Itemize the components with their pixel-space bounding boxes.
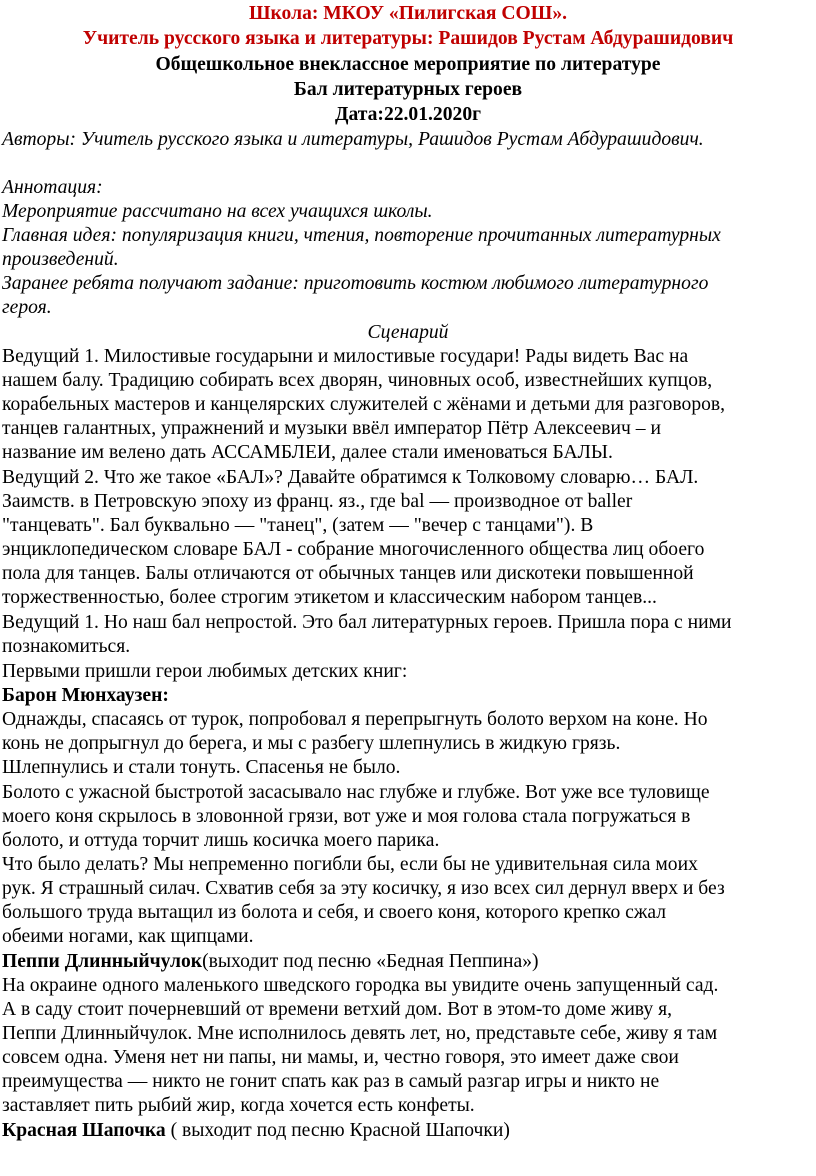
character-name-munchausen: Барон Мюнхаузен: <box>2 685 169 706</box>
annotation-label: Аннотация: <box>2 177 103 198</box>
body-line: Пеппи Длинныйчулок. Мне исполнилось девять лет, но, представьте себе, живу я там <box>2 1023 718 1044</box>
event-header: Общешкольное внеклассное мероприятие по литературе <box>155 54 661 75</box>
character-note-red-hood: ( выходит под песню Красной Шапочки) <box>165 1120 510 1141</box>
scenario-title: Сценарий <box>367 322 449 343</box>
character-heading-pippi <box>2 950 539 974</box>
body-line: На окраине одного маленького шведского городка вы увидите очень запущенный сад. <box>2 975 719 996</box>
annotation-line: Главная идея: популяризация книги, чтения, повторение прочитанных литературных <box>2 225 721 246</box>
annotation-line: произведений. <box>2 249 119 270</box>
body-line: торжественностью, более строгим этикетом и классическим набором танцев... <box>2 587 657 608</box>
body-line: Болото с ужасной быстротой засасывало нас глубже и глубже. Вот уже все туловище <box>2 782 710 803</box>
body-line: познакомиться. <box>2 636 131 657</box>
body-line: заставляет пить рыбий жир, когда хочется есть конфеты. <box>2 1095 475 1116</box>
body-line: конь не допрыгнул до берега, и мы с разбегу шлепнулись в жидкую грязь. <box>2 733 621 754</box>
event-date: Дата:22.01.2020г <box>334 104 482 125</box>
body-line: название им велено дать АССАМБЛЕИ, далее стали именоваться БАЛЫ. <box>2 442 613 463</box>
authors-line: Авторы: Учитель русского языка и литературы, Рашидов Рустам Абдурашидович. <box>2 129 704 150</box>
body-line: Ведущий 1. Но наш бал непростой. Это бал литературных героев. Пришла пора с ними <box>2 612 732 633</box>
body-line: преимущества — никто не гонит спать как раз в самый разгар игры и никто не <box>2 1071 660 1092</box>
body-line: пола для танцев. Балы отличаются от обычных танцев или дискотеки повышенной <box>2 563 694 584</box>
body-line: большого труда вытащил из болота и себя, и своего коня, которого крепко сжал <box>2 902 667 923</box>
body-line: совсем одна. Уменя нет ни папы, ни мамы, и, честно говоря, это имеет даже свои <box>2 1047 679 1068</box>
body-line: рук. Я страшный силач. Схватив себя за эту косичку, я изо всех сил дернул вверх и без <box>2 878 725 899</box>
body-line: танцев галантных, упражнений и музыки ввёл император Пётр Алексеевич – и <box>2 418 661 439</box>
teacher-header: Учитель русского языка и литературы: Рашидов Рустам Абдурашидович <box>82 28 734 49</box>
body-line: энциклопедическом словаре БАЛ - собрание многочисленного общества лиц обоего <box>2 539 705 560</box>
character-name-pippi: Пеппи Длинныйчулок <box>2 951 203 972</box>
annotation-line: Заранее ребята получают задание: приготовить костюм любимого литературного <box>2 273 709 294</box>
body-line: обеими ногами, как щипцами. <box>2 926 254 947</box>
school-header: Школа: МКОУ «Пилигская СОШ». <box>248 3 568 24</box>
annotation-line: Мероприятие рассчитано на всех учащихся школы. <box>2 201 433 222</box>
body-line: Однажды, спасаясь от турок, попробовал я перепрыгнуть болото верхом на коне. Но <box>2 709 708 730</box>
body-line: корабельных мастеров и канцелярских служителей с жёнами и детьми для разговоров, <box>2 394 726 415</box>
body-line: Шлепнулись и стали тонуть. Спасенья не было. <box>2 757 401 778</box>
annotation-line: героя. <box>2 297 52 318</box>
character-name-red-hood: Красная Шапочка <box>2 1120 166 1141</box>
character-note-pippi: (выходит под песню «Бедная Пеппина») <box>202 951 539 972</box>
body-line: А в саду стоит почерневший от времени ветхий дом. Вот в этом-то доме живу я, <box>2 999 672 1020</box>
character-heading-red-hood <box>2 1119 510 1143</box>
event-title: Бал литературных героев <box>293 79 523 100</box>
body-line: "танцевать". Бал буквально — "танец", (затем — "вечер с танцами"). В <box>2 515 594 536</box>
body-line: Первыми пришли герои любимых детских книг: <box>2 661 408 682</box>
body-line: Ведущий 1. Милостивые государыни и милостивые государи! Рады видеть Вас на <box>2 346 689 367</box>
body-line: Ведущий 2. Что же такое «БАЛ»? Давайте обратимся к Толковому словарю… БАЛ. <box>2 467 699 488</box>
body-line: моего коня скрылось в зловонной грязи, вот уже и моя голова стала погружаться в <box>2 806 691 827</box>
body-line: нашем балу. Традицию собирать всех дворян, чиновных особ, известнейших купцов, <box>2 370 713 391</box>
body-line: Заимств. в Петровскую эпоху из франц. яз., где bal — производное от baller <box>2 491 633 512</box>
body-line: болото, и оттуда торчит лишь косичка моего парика. <box>2 830 440 851</box>
body-line: Что было делать? Мы непременно погибли бы, если бы не удивительная сила моих <box>2 854 698 875</box>
